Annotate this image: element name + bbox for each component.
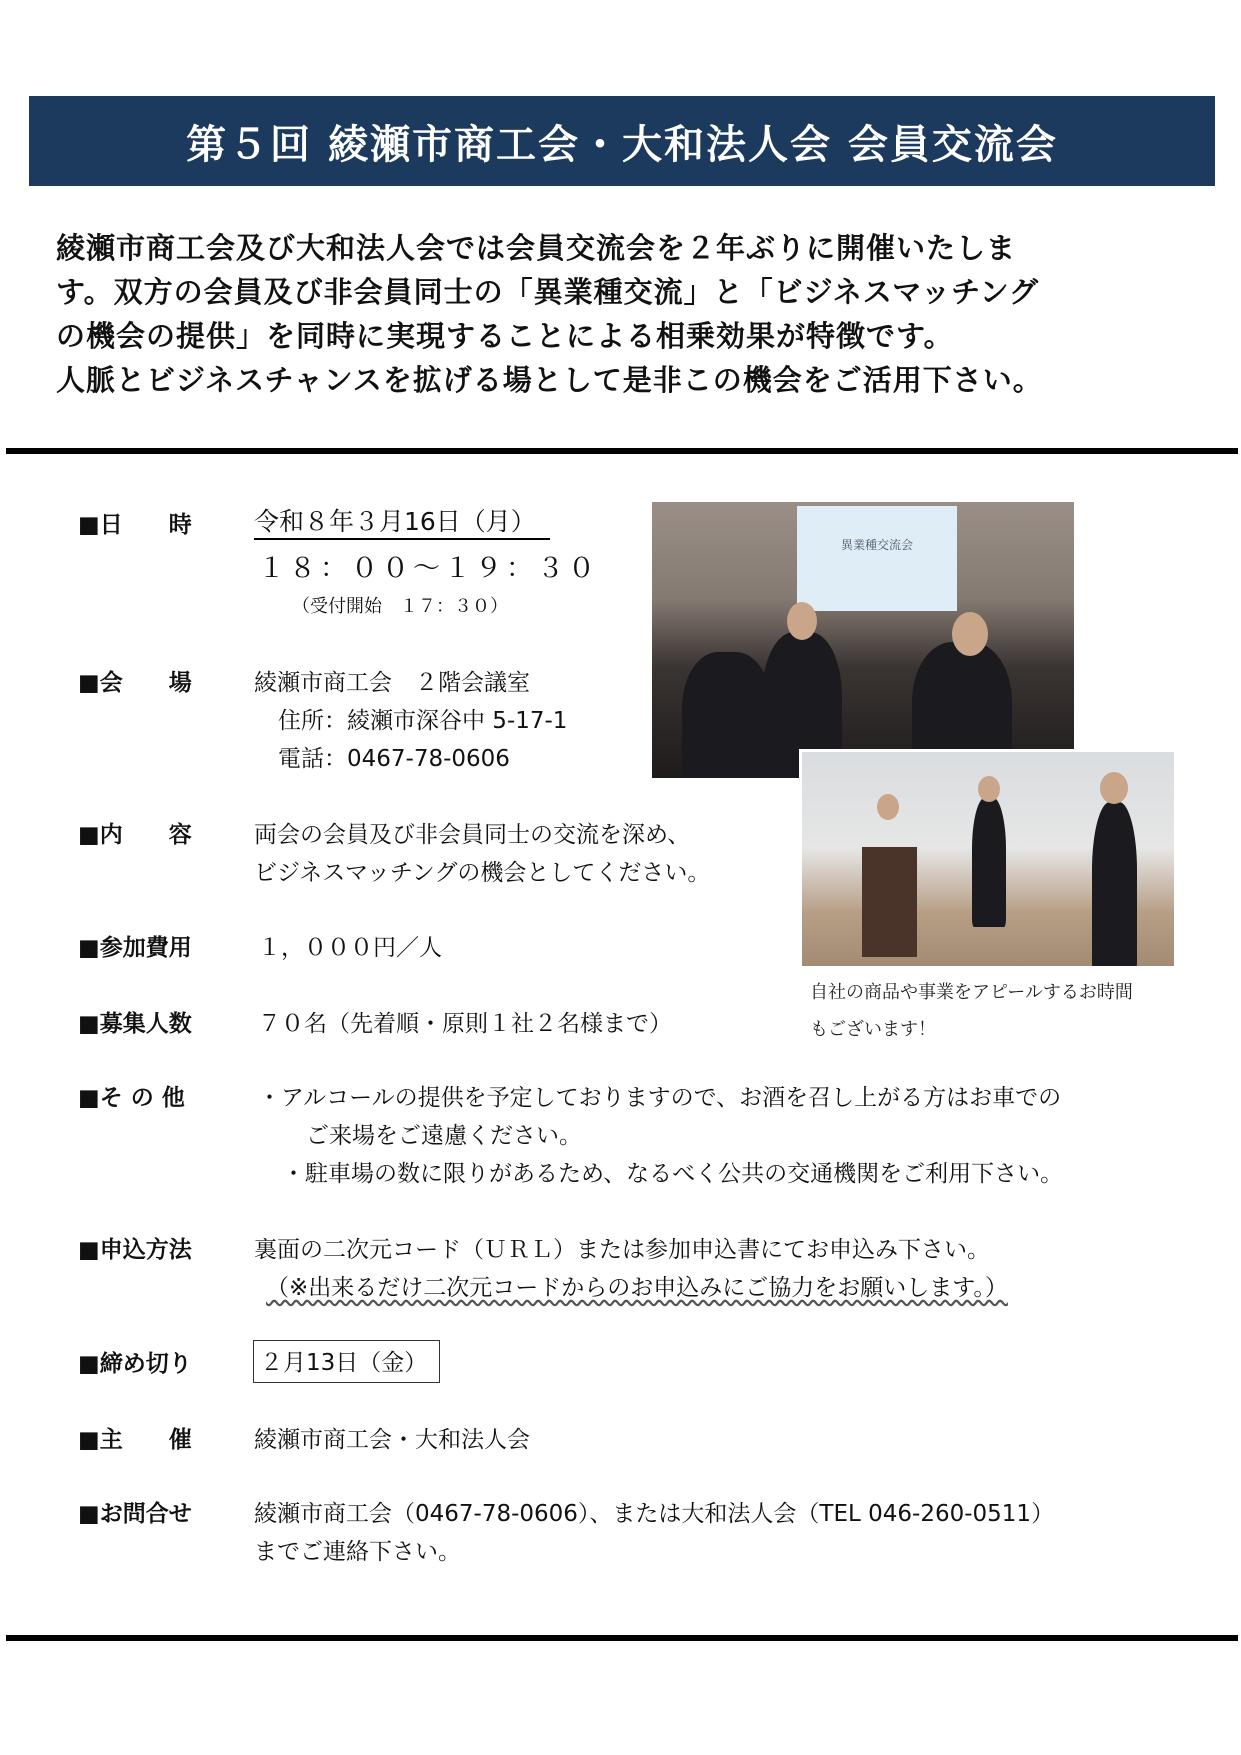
person-head: [877, 794, 899, 820]
divider: [6, 448, 1238, 454]
fee-label: ■参加費用: [78, 935, 192, 961]
contact-label: ■お問合せ: [78, 1501, 192, 1527]
title-banner: [29, 96, 1215, 186]
intro-line: 人脈とビジネスチャンスを拡げる場として是非この機会をご活用下さい。: [56, 363, 1043, 397]
deadline-value: ２月13日（金）: [253, 1340, 440, 1383]
person-head: [978, 776, 1000, 802]
podium: [862, 847, 917, 957]
intro-line: の機会の提供」を同時に実現することによる相乗効果が特徴です。: [56, 319, 954, 353]
other-label: ■そ の 他: [78, 1085, 185, 1111]
apply-label: ■申込方法: [78, 1237, 192, 1263]
organizer-value: 綾瀬市商工会・大和法人会: [254, 1427, 530, 1453]
screen-text: 異業種交流会: [840, 538, 913, 552]
other-line: ・駐車場の数に限りがあるため、なるべく公共の交通機関をご利用下さい。: [282, 1161, 1064, 1187]
other-line: ・アルコールの提供を予定しておりますので、お酒を召し上がる方はお車での: [258, 1085, 1062, 1111]
person: [972, 797, 1006, 927]
content-label: ■内 容: [78, 822, 192, 848]
datetime-label: ■日 時: [78, 512, 192, 538]
content-line: ビジネスマッチングの機会としてください。: [254, 860, 711, 886]
person: [682, 652, 772, 778]
venue-phone: 電話：0467-78-0606: [278, 746, 510, 772]
intro-line: 綾瀬市商工会及び大和法人会では会員交流会を２年ぶりに開催いたしま: [56, 231, 1017, 265]
contact-line: 綾瀬市商工会（0467-78-0606）、または大和法人会（TEL 046-260-0511）: [254, 1501, 1055, 1527]
person-head: [952, 612, 988, 656]
other-line: ご来場をご遠慮ください。: [306, 1123, 582, 1149]
person: [1092, 802, 1137, 966]
event-date: 令和８年３月16日（月）: [254, 502, 550, 540]
event-time: １８：００〜１９：３０: [258, 553, 599, 584]
photo-caption: 自社の商品や事業をアピールするお時間: [810, 982, 1133, 1003]
contact-line: までご連絡下さい。: [254, 1539, 461, 1565]
reception-time: （受付開始 １７：３０）: [292, 596, 508, 617]
projector-screen: [797, 506, 957, 611]
photo-caption: もございます！: [810, 1019, 936, 1040]
apply-line: 裏面の二次元コード（ＵＲＬ）または参加申込書にてお申込み下さい。: [254, 1237, 990, 1263]
venue-address: 住所：綾瀬市深谷中 5-17-1: [278, 708, 568, 734]
intro-line: す。双方の会員及び非会員同士の「異業種交流」と「ビジネスマッチング: [56, 275, 1040, 309]
apply-note: （※出来るだけ二次元コードからのお申込みにご協力をお願いします。）: [266, 1275, 1008, 1301]
capacity-value: ７０名（先着順・原則１社２名様まで）: [258, 1011, 672, 1037]
person-head: [787, 602, 817, 640]
venue-name: 綾瀬市商工会 ２階会議室: [254, 670, 530, 696]
content-line: 両会の会員及び非会員同士の交流を深め、: [254, 822, 691, 848]
capacity-label: ■募集人数: [78, 1011, 192, 1037]
person-head: [1100, 772, 1128, 804]
deadline-label: ■締め切り: [78, 1351, 192, 1377]
page-title: 第５回 綾瀬市商工会・大和法人会 会員交流会: [186, 121, 1058, 168]
organizer-label: ■主 催: [78, 1427, 192, 1453]
divider: [6, 1635, 1238, 1641]
networking-photo: [652, 502, 1074, 778]
venue-label: ■会 場: [78, 670, 192, 696]
presentation-photo: [799, 749, 1174, 966]
fee-value: １，０００円／人: [258, 935, 442, 961]
